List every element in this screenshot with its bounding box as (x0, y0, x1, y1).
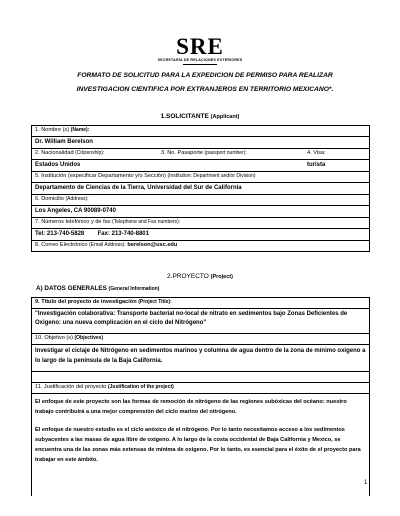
section-project-title (20, 273, 380, 280)
nationality-label-en: (Citizenship): (75, 150, 105, 157)
address-label-en: (Address): (65, 196, 89, 203)
form-title-line2: INVESTIGACION CIENTIFICA POR EXTRANJEROS EN TERRITORIO MEXICANO*. (76, 86, 334, 93)
project-title-label: 9. Título del proyecto de investigación (35, 299, 137, 306)
general-info-heading (36, 285, 159, 292)
visa-field[interactable]: turista (304, 160, 370, 172)
objective-label-cell (32, 334, 370, 345)
justification-label-en: (Justification of the project) (107, 384, 174, 391)
justification-spacer (32, 372, 370, 383)
justification-paragraph-1: El enfoque de este proyecto son las formas de remoción de nitrógeno de las regiones subóxicas del océano: nuestro trabajo contribuirá a una mejor comprensión del ciclo marino del nitrógeno. (35, 399, 347, 415)
passport-field[interactable] (158, 160, 304, 172)
visa-label-cell (304, 149, 370, 160)
general-info-label-en: (General Information) (108, 286, 160, 292)
passport-label: 3. No. Pasaporte (161, 150, 203, 157)
name-label: 1. Nombre (s) (35, 127, 70, 134)
form-title-line1: FORMATO DE SOLICITUD PARA LA EXPEDICION DE PERMISO PARA REALIZAR (77, 72, 333, 79)
passport-label-cell (158, 149, 304, 160)
phone-fax-cell (32, 229, 370, 241)
logo-subtitle: SECRETARÍA DE RELACIONES EXTERIORES (157, 58, 243, 62)
project-title-field[interactable]: "Investigación colaborativa: Transporte bacterial no-local de nitrato en sedimentos bajo Zonas Deficientes de Oxigeno: una nueva complicación en el ciclo del Nitrógeno" (32, 309, 370, 334)
phone-field[interactable]: Tel: 213-740-5828 (35, 230, 85, 237)
section-applicant-label-en: (Applicant) (210, 114, 240, 120)
project-title-label-cell (32, 298, 370, 309)
nationality-field[interactable]: Estados Unidos (32, 160, 159, 172)
institution-label-en: (Institution: Department and/or Division) (167, 173, 256, 180)
nationality-label-cell (32, 149, 159, 160)
section-project-label-en: (Project) (210, 274, 233, 280)
page-number: 1 (364, 480, 368, 486)
logo-text: SRE (176, 34, 224, 59)
objective-field[interactable]: Investigar el ciclaje de Nitrógeno en sedimentos marinos y columna de agua dentro de la zona de mínimo oxigeno a lo largo de la península de la Baja California. (32, 345, 370, 372)
section-applicant-label: 1.SOLICITANTE (160, 113, 209, 120)
applicant-table (31, 125, 370, 252)
address-label-cell (32, 195, 370, 206)
phone-label-cell (32, 218, 370, 229)
name-field[interactable]: Dr. William Berelson (32, 137, 370, 149)
address-field[interactable]: Los Angeles, CA 90089-0740 (32, 206, 370, 218)
objective-label-en: (Objectives) (74, 335, 104, 342)
institution-field[interactable]: Departamento de Ciencias de la Tierra, Universidad del Sur de California (32, 183, 370, 195)
phone-label: 7. Números telefónico y de fax (35, 219, 111, 226)
justification-paragraph-2: El enfoque de nuestro estudio es el ciclo anóxico de el nitrógeno. Por lo tanto necesitamos acceso a los sedimentos subyacentes a las masas de agua libre de oxigeno. A lo largo de la costa occidental de Baja California y Mexico, se encuentra una de las zonas más extensas de mínima de oxigeno. Por lo tanto, es esencial para el éxito de el proyecto para trabajar en este ámbito. (35, 427, 361, 463)
logo-rule (183, 64, 217, 65)
name-label-cell (32, 126, 370, 137)
institution-label-cell (32, 172, 370, 183)
email-cell (32, 241, 370, 252)
objective-label: 10. Objetivo (s) (35, 335, 73, 342)
email-label-en: (Email Address): (89, 242, 126, 249)
section-project-label: 2.PROYECTO (167, 273, 209, 280)
address-label: 6. Domicilio (35, 196, 64, 203)
visa-label: 4. Visa: (307, 150, 326, 157)
passport-label-en: (passport number): (204, 150, 247, 157)
section-applicant-title (20, 113, 380, 120)
project-title-label-en: (Project Title): (138, 299, 172, 306)
nationality-label: 2. Nacionalidad (35, 150, 74, 157)
phone-label-en: (Telephone and Fax numbers): (112, 219, 181, 226)
sre-logo (0, 36, 400, 65)
name-label-en: (Name): (70, 127, 90, 134)
general-info-label: A) DATOS GENERALES (36, 285, 107, 292)
form-title (60, 69, 350, 97)
justification-field[interactable] (32, 394, 370, 497)
institution-label: 5. Institución (especificar Departamento y/o Sección) (35, 173, 166, 180)
email-field[interactable]: berelson@usc.edu (127, 242, 178, 249)
fax-field[interactable]: Fax: 213-740-8801 (97, 230, 149, 237)
project-table (31, 297, 370, 496)
email-label: 8. Correo Electrónico (35, 242, 88, 249)
justification-label-cell (32, 383, 370, 394)
justification-label: 11. Justificación del proyecto (35, 384, 107, 391)
